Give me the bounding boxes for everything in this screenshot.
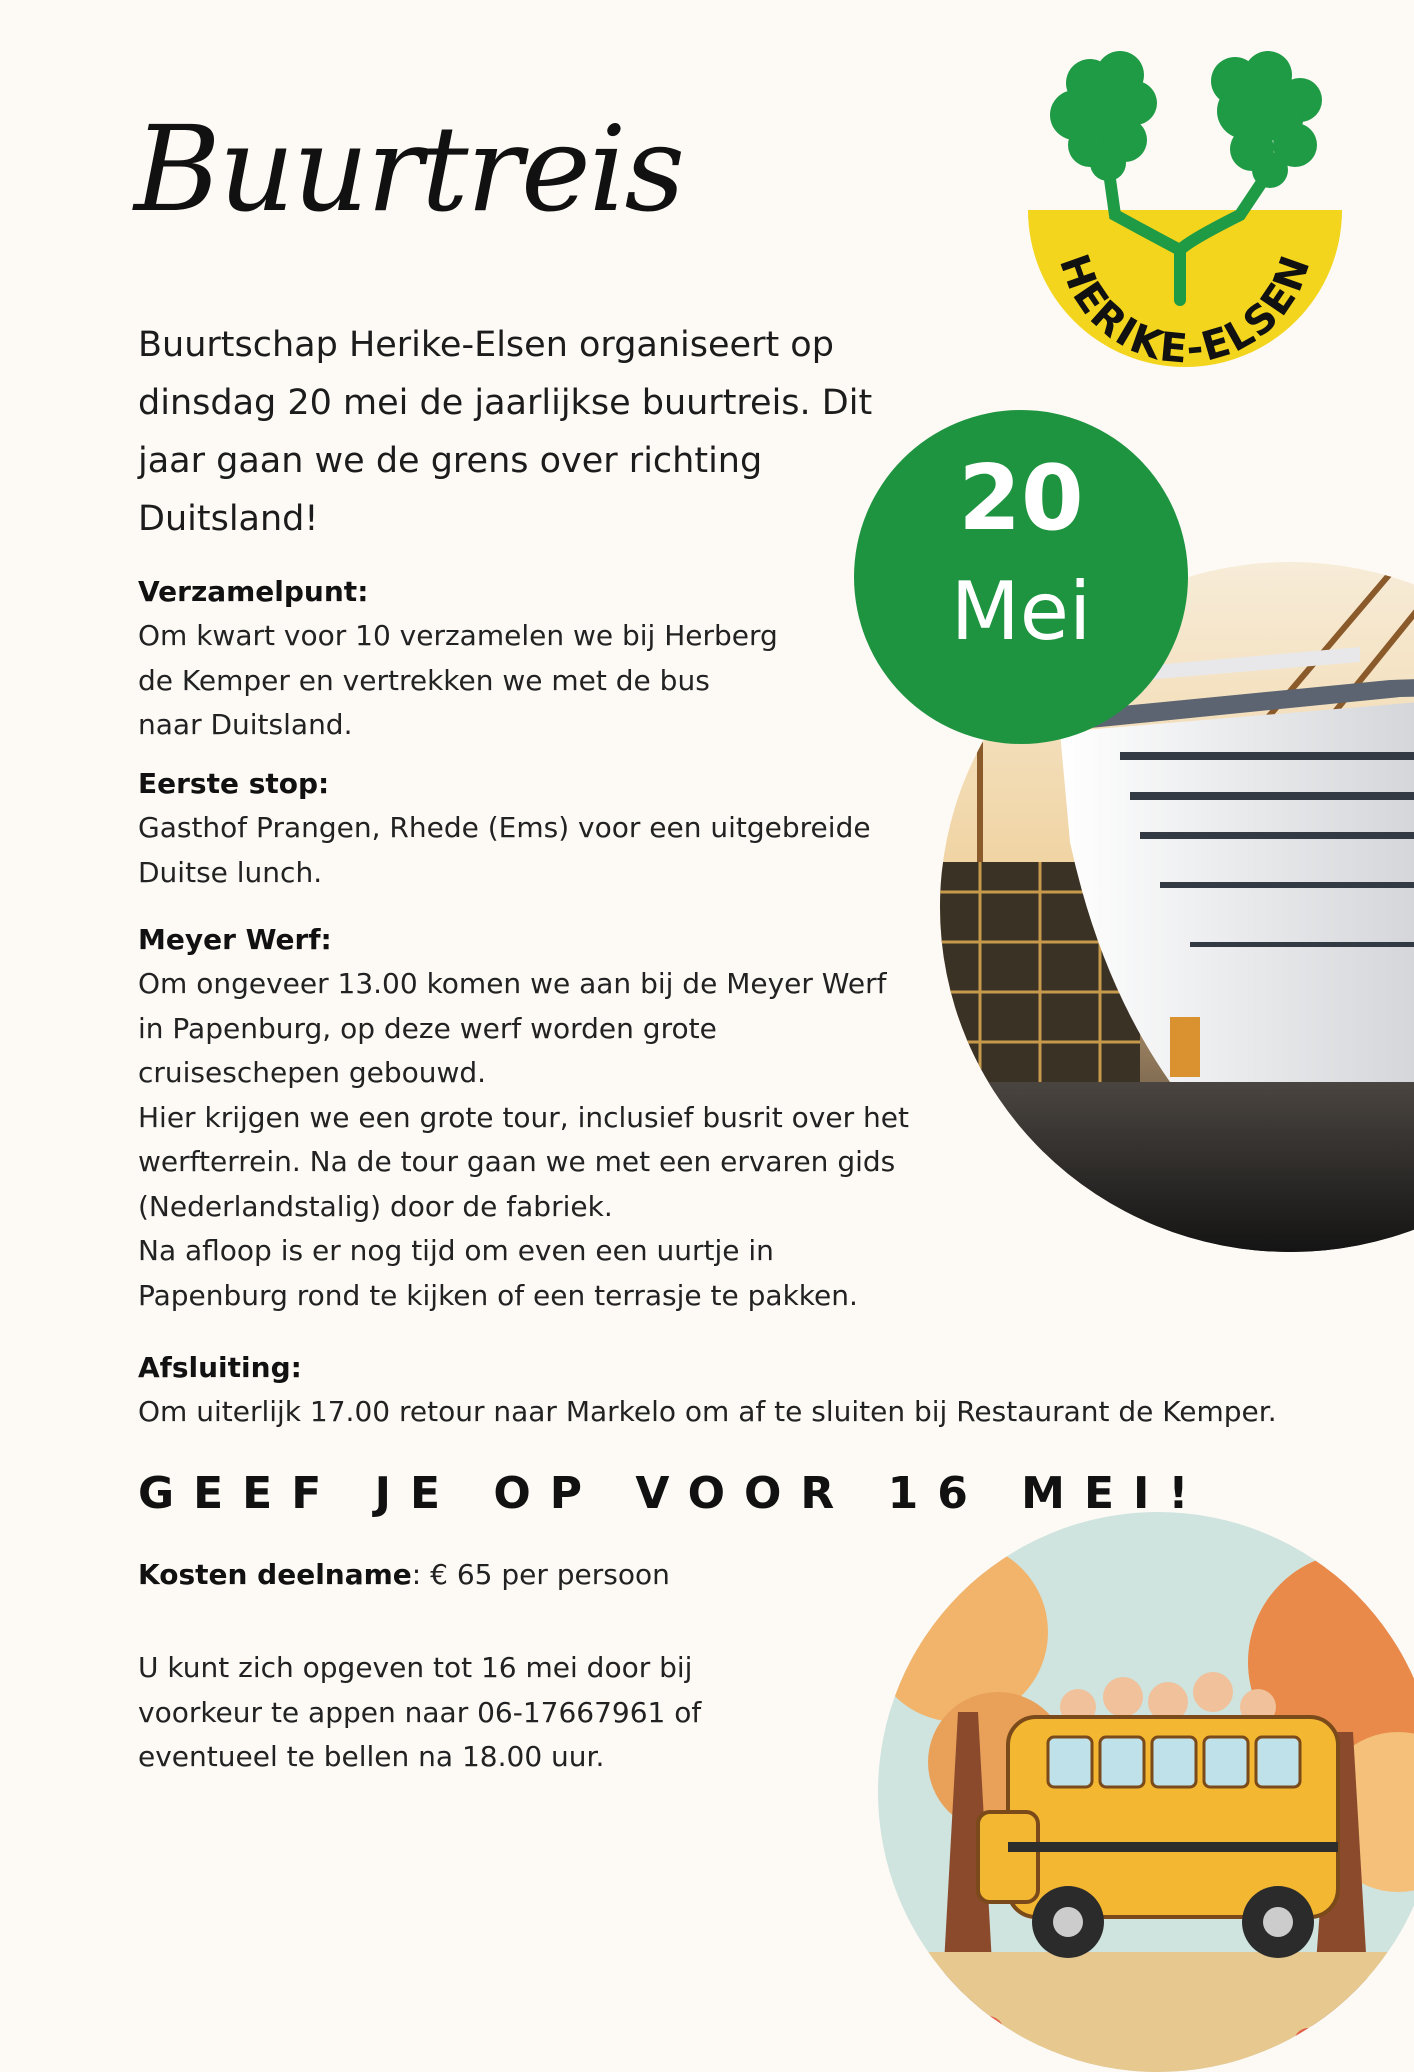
section-body-2: Hier krijgen we een grote tour, inclusief busrit over het werfterrein. Na de tour gaan we met een ervaren gids (Nederlandstalig) door de fabriek. — [138, 1100, 909, 1223]
page-title: Buurtreis — [134, 100, 684, 238]
cost-value: : € 65 per persoon — [411, 1558, 670, 1591]
logo-text: HERIKE-ELSEN — [1049, 248, 1321, 373]
section-body: Om kwart voor 10 verzamelen we bij Herberg de Kemper en vertrekken we met de bus naar Duitsland. — [138, 619, 778, 741]
signup-call-to-action: GEEF JE OP VOOR 16 MEI! — [138, 1468, 1208, 1519]
section-verzamelpunt — [138, 570, 928, 748]
section-heading: Meyer Werf: — [138, 923, 332, 956]
cost-label: Kosten deelname — [138, 1558, 412, 1591]
section-heading: Eerste stop: — [138, 767, 330, 800]
section-afsluiting — [138, 1346, 1338, 1435]
section-heading: Afsluiting: — [138, 1351, 302, 1384]
herike-elsen-logo — [1020, 45, 1350, 375]
section-body: Om uiterlijk 17.00 retour naar Markelo om af te sluiten bij Restaurant de Kemper. — [138, 1395, 1277, 1428]
section-heading: Verzamelpunt: — [138, 575, 369, 608]
date-day: 20 — [958, 446, 1084, 551]
cost-line — [138, 1558, 670, 1591]
logo-trees-icon — [1050, 51, 1322, 188]
section-body-3: Na afloop is er nog tijd om even een uurtje in Papenburg rond te kijken of een terrasje te pakken. — [138, 1234, 858, 1312]
section-body-1: Om ongeveer 13.00 komen we aan bij de Meyer Werf in Papenburg, op deze werf worden grote cruiseschepen gebouwd. — [138, 967, 887, 1089]
intro-text: Buurtschap Herike-Elsen organiseert op dinsdag 20 mei de jaarlijkse buurtreis. Dit jaar gaan we de grens over richting Duitsland! — [138, 325, 873, 539]
section-eerste-stop — [138, 762, 928, 895]
date-month: Mei — [950, 565, 1092, 658]
section-body: Gasthof Prangen, Rhede (Ems) voor een uitgebreide Duitse lunch. — [138, 811, 871, 889]
bus-illustration — [878, 1512, 1414, 2072]
section-meyer-werf — [138, 918, 928, 1318]
signup-info: U kunt zich opgeven tot 16 mei door bij voorkeur te appen naar 06-17667961 of eventueel te bellen na 18.00 uur. — [138, 1651, 702, 1773]
